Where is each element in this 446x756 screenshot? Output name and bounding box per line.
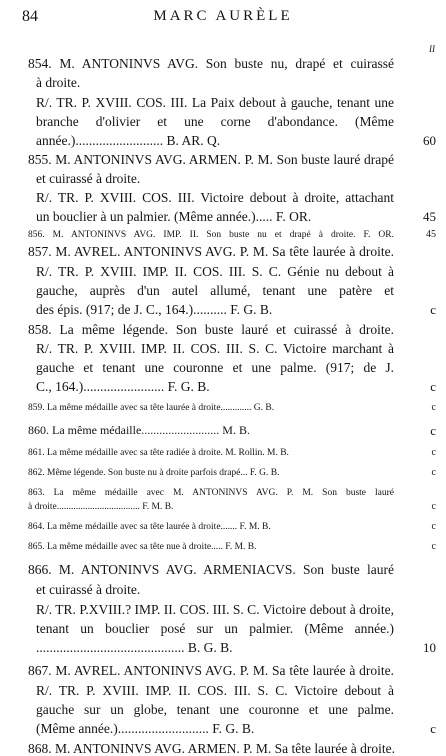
text-line: 855. M. ANTONINVS AVG. ARMEN. P. M. Son buste lauré drapé: [28, 152, 394, 167]
text-line: R/. TR. P. XVIII. IMP. II. COS. III. S. C. Victoire marchant à: [36, 341, 394, 356]
price-value: 60: [423, 133, 436, 148]
price-value: c: [431, 467, 436, 478]
text-line: 861. La même médaille avec sa tête radiée à droite. M. Rollin. M. B.: [28, 448, 289, 458]
text-line: (Même année.)........................... F. G. B.: [36, 721, 255, 736]
text-line: année.).......................... B. AR. Q.: [36, 133, 221, 148]
text-line: 864. La même médaille avec sa tête laurée à droite....... F. M. B.: [28, 522, 271, 532]
price-value: c: [431, 541, 436, 552]
text-line: 862. Même légende. Son buste nu à droite parfois drapé... F. G. B.: [28, 468, 280, 478]
price-value: c: [431, 402, 436, 413]
price-value: c: [431, 521, 436, 532]
text-line: 857. M. AVREL. ANTONINVS AVG. P. M. Sa tête laurée à droite.: [28, 244, 394, 259]
text-line: R/. TR. P.XVIII.? IMP. II. COS. III. S. C. Victoire debout à droite,: [36, 602, 394, 617]
running-header: [22, 8, 424, 32]
text-line: gauche, auprès d'un autel allumé, tenant une patère et: [36, 283, 394, 298]
text-line: 866. M. ANTONINVS AVG. ARMENIACVS. Son buste lauré: [28, 562, 394, 577]
text-line: R/. TR. P. XVIII. COS. III. La Paix debout à gauche, tenant une: [36, 95, 394, 110]
text-line: 858. La même légende. Son buste lauré et cuirassé à droite.: [28, 322, 394, 337]
price-value: 10: [423, 640, 436, 655]
text-line: 867. M. AVREL. ANTONINVS AVG. P. M. Sa tête laurée à droite.: [28, 663, 394, 678]
margin-mark: II: [429, 44, 435, 54]
text-line: à droite.: [36, 75, 81, 90]
text-line: ............................................ B. G. B.: [36, 640, 233, 655]
text-line: C., 164.)........................ F. G. B.: [36, 379, 210, 394]
price-value: c: [430, 721, 436, 736]
text-line: 859. La même médaille avec sa tête laurée à droite............. G. B.: [28, 403, 275, 413]
price-value: c: [430, 302, 436, 317]
text-line: 865. La même médaille avec sa tête nue à droite..... F. M. B.: [28, 542, 257, 552]
text-line: R/. TR. P. XVIII. IMP. II. COS. III. S. C. Victoire debout à: [36, 683, 394, 698]
page-title: MARC AURÈLE: [153, 8, 293, 24]
text-line: 860. La même médaille.......................... M. B.: [28, 423, 250, 437]
text-line: R/. TR. P. XVIII. IMP. II. COS. III. S. C. Génie nu debout à: [36, 264, 394, 279]
text-line: R/. TR. P. XVIII. COS. III. Victoire debout à droite, attachant: [36, 190, 394, 205]
price-value: c: [430, 423, 436, 438]
page-number: 84: [22, 8, 38, 25]
text-line: gauche sur un globe, tenant une couronne et une palme.: [36, 702, 394, 717]
price-value: 45: [423, 209, 436, 224]
text-line: des épis. (917; de J. C., 164.).......... F. G. B.: [36, 302, 273, 317]
text-line: à droite................................... F. M. B.: [28, 502, 174, 512]
price-value: c: [430, 379, 436, 394]
text-line: et cuirassé à droite.: [36, 171, 141, 186]
text-line: 854. M. ANTONINVS AVG. Son buste nu, drapé et cuirassé: [28, 56, 394, 71]
text-line: 863. La même médaille avec M. ANTONINVS AVG. P. M. Son buste lauré: [28, 488, 394, 498]
price-value: c: [431, 501, 436, 512]
text-line: 856. M. ANTONINVS AVG. IMP. II. Son buste nu et drapé à droite. F. OR.: [28, 230, 394, 240]
text-line: tenant un bouclier posé sur un palmier. (Même année.): [36, 621, 394, 636]
text-line: et cuirassé à droite.: [36, 582, 141, 597]
text-line: un bouclier à un palmier. (Même année.)..... F. OR.: [36, 209, 312, 224]
text-line: branche d'olivier et une corne d'abondance. (Même: [36, 114, 394, 129]
price-value: c: [431, 447, 436, 458]
price-value: 45: [426, 229, 436, 240]
text-line: gauche et tenant une couronne et une palme. (917; de J.: [36, 360, 394, 375]
text-line: 868. M. ANTONINVS AVG. ARMEN. P. M. Sa tête laurée à droite.: [28, 741, 395, 756]
